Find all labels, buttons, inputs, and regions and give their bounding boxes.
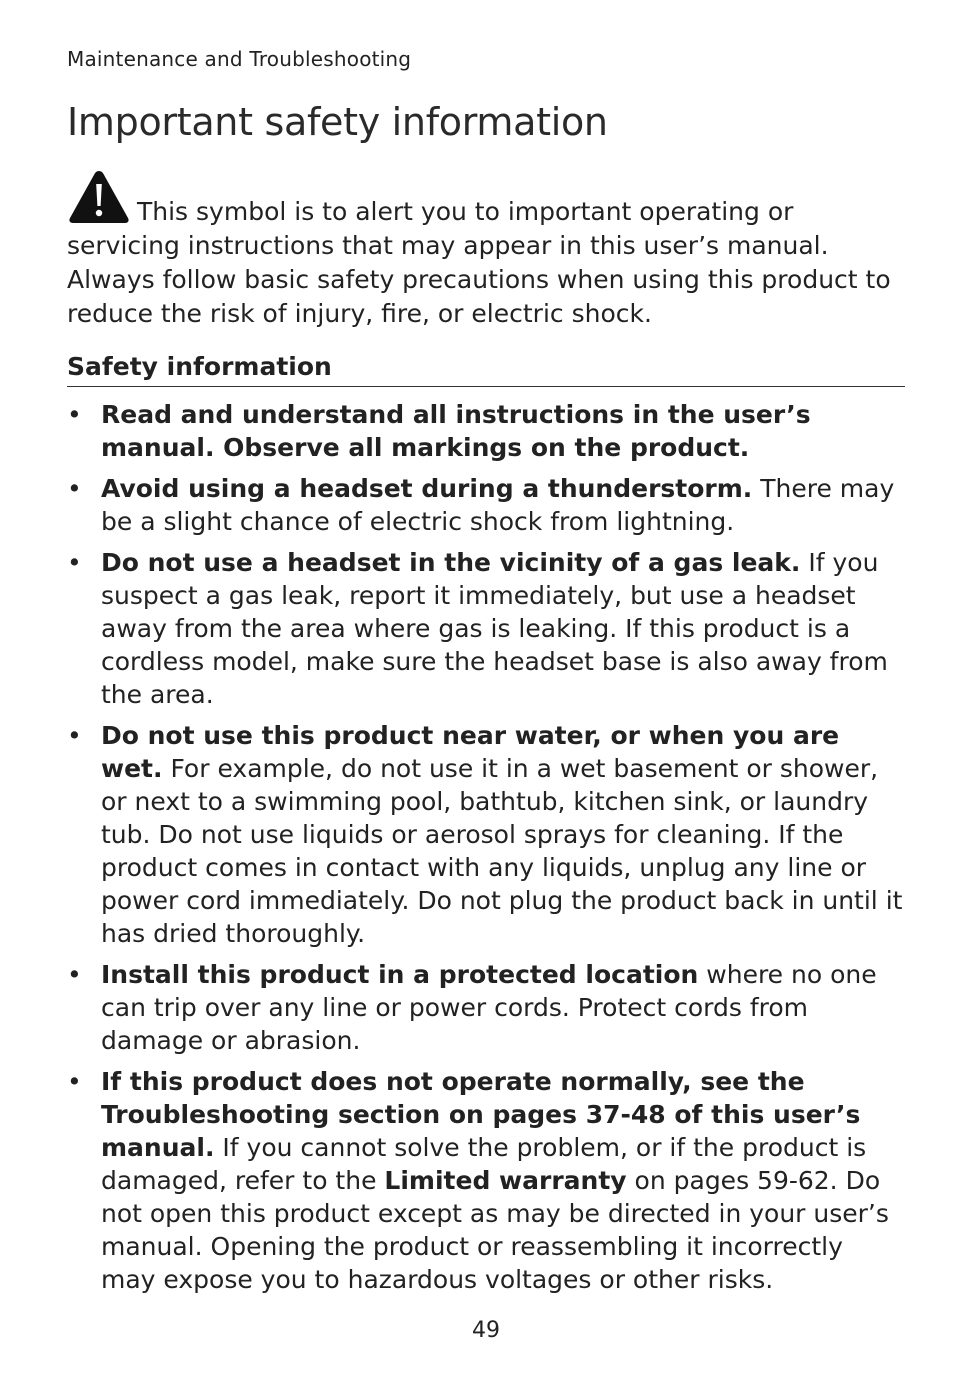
bullet-icon: • xyxy=(67,474,82,503)
list-item xyxy=(67,472,905,538)
item-text-continued: on pages 59-62. Do not open this product except as may be directed in your user’s manual. Opening the product or reassembling it incorrectly may expose you to hazardous voltages or other risks. xyxy=(101,1166,889,1294)
page-title: Important safety information xyxy=(67,100,608,144)
section-label: Maintenance and Troubleshooting xyxy=(67,47,412,71)
item-text: where no one can trip over any line or power cords. Protect cords from damage or abrasion. xyxy=(101,960,877,1055)
bullet-icon: • xyxy=(67,1067,82,1096)
item-text: There may be a slight chance of electric shock from lightning. xyxy=(101,474,895,536)
limited-warranty-text: Limited warranty xyxy=(384,1166,627,1195)
item-text: If you cannot solve the problem, or if the product is damaged, refer to the xyxy=(101,1133,867,1195)
warning-triangle-icon xyxy=(67,168,131,224)
intro-paragraph xyxy=(67,168,905,331)
list-item xyxy=(67,1065,905,1296)
item-bold-text: Install this product in a protected location xyxy=(101,960,699,989)
bullet-icon: • xyxy=(67,960,82,989)
item-bold-text: Do not use a headset in the vicinity of a gas leak. xyxy=(101,548,801,577)
bullet-icon: • xyxy=(67,548,82,577)
safety-list xyxy=(67,398,905,1304)
list-item xyxy=(67,958,905,1057)
item-text: If you suspect a gas leak, report it immediately, but use a headset away from the area where gas is leaking. If this product is a cordless model, make sure the headset base is also away from the area. xyxy=(101,548,888,709)
list-item xyxy=(67,719,905,950)
bullet-icon: • xyxy=(67,400,82,429)
list-item xyxy=(67,546,905,711)
item-bold-text: Do not use this product near water, or when you are wet. xyxy=(101,721,840,783)
page-number: 49 xyxy=(472,1318,500,1343)
intro-text: This symbol is to alert you to important operating or servicing instructions that may appear in this user’s manual. Always follow basic safety precautions when using this product to reduce the risk of injury, fire, or electric shock. xyxy=(67,197,891,328)
item-bold-text: Read and understand all instructions in the user’s manual. Observe all markings on the product. xyxy=(101,400,811,462)
list-item xyxy=(67,398,905,464)
item-text: For example, do not use it in a wet basement or shower, or next to a swimming pool, bathtub, kitchen sink, or laundry tub. Do not use liquids or aerosol sprays for cleaning. If the product comes in contact with any liquids, unplug any line or power cord immediately. Do not plug the product back in until it has dried thoroughly. xyxy=(101,754,903,948)
item-bold-text: Avoid using a headset during a thunderstorm. xyxy=(101,474,753,503)
safety-heading: Safety information xyxy=(67,352,905,387)
bullet-icon: • xyxy=(67,721,82,750)
item-bold-text: If this product does not operate normally, see the Troubleshooting section on pages 37-48 of this user’s manual. xyxy=(101,1067,861,1162)
